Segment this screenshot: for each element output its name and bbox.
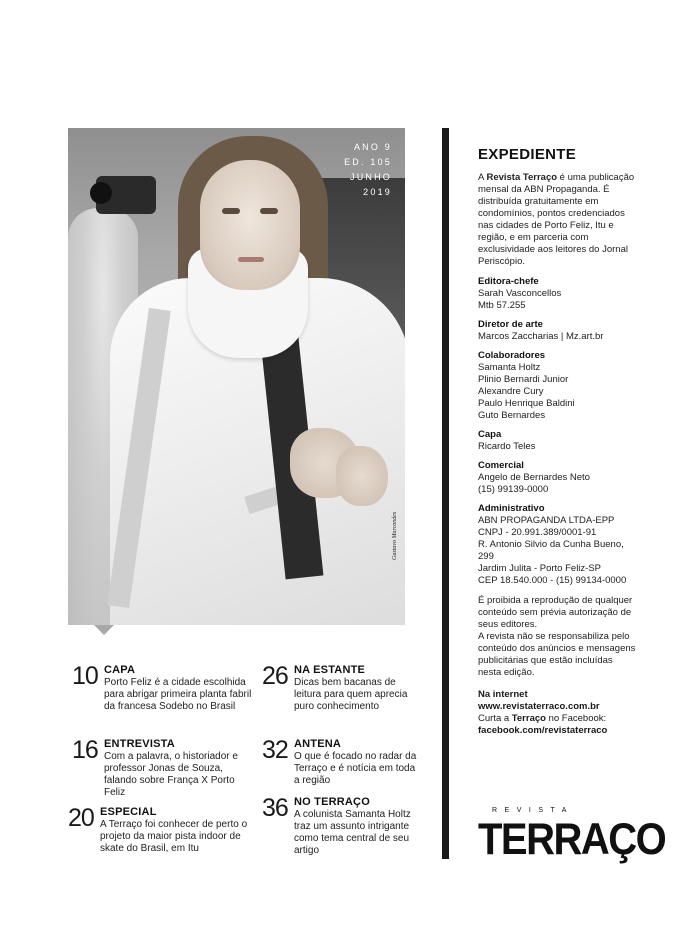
staff-name: Angelo de Bernardes Neto (478, 472, 590, 483)
issue-edition: ED. 105 (344, 157, 392, 167)
company-name: ABN PROPAGANDA LTDA-EPP (478, 515, 615, 526)
toc-page-number: 20 (68, 804, 94, 832)
facebook-suffix: no Facebook: (545, 713, 607, 724)
intro-brand: Revista Terraço (486, 172, 558, 183)
staff-name: Alexandre Cury (478, 386, 544, 397)
toc-page-number: 32 (262, 736, 288, 764)
staff-phone: (15) 99139-0000 (478, 484, 549, 495)
photo-credit: Gustavo Marcondes (392, 511, 398, 560)
staff-role: Comercial (478, 460, 524, 471)
toc-page-number: 16 (72, 736, 98, 764)
staff-administrativo (478, 503, 638, 587)
toc-section-desc: Dicas bem bacanas de leitura para quem aprecia puro conhecimento (294, 677, 408, 712)
issue-info (336, 140, 392, 200)
staff-name: Marcos Zaccharias | Mz.art.br (478, 331, 604, 342)
revista-terraco-logo (478, 806, 666, 865)
staff-role: Administrativo (478, 503, 545, 514)
toc-section-desc: A Terraço foi conhecer de perto o projeto da maior pista indoor de skate do Brasil, em Itu (100, 819, 248, 854)
staff-registration: Mtb 57.255 (478, 300, 526, 311)
photo-camera (96, 176, 156, 214)
facebook-callout (478, 713, 638, 725)
staff-name: Paulo Henrique Baldini (478, 398, 575, 409)
issue-month: JUNHO (350, 172, 392, 182)
staff-comercial (478, 460, 638, 496)
staff-diretor-de-arte (478, 319, 638, 343)
expediente-intro (478, 172, 638, 268)
toc-item-na-estante[interactable] (262, 664, 430, 713)
internet-label: Na internet (478, 689, 528, 700)
toc-section-title: ENTREVISTA (104, 738, 175, 750)
cover-photo (68, 128, 405, 625)
issue-year: ANO 9 (353, 142, 392, 152)
logo-terraco-text: TERRAÇO (478, 815, 666, 865)
toc-page-number: 10 (72, 662, 98, 690)
toc-section-desc: A colunista Samanta Holtz traz um assunto intrigante como tema central de seu artigo (294, 809, 411, 856)
facebook-brand: Terraço (511, 713, 546, 724)
staff-role: Colaboradores (478, 350, 546, 361)
staff-name: Plinio Bernardi Junior (478, 374, 569, 385)
staff-role: Editora-chefe (478, 276, 539, 287)
disclaimer-notice: A revista não se responsabiliza pelo conteúdo dos anúncios e mensagens publicitárias que estão incluídas nesta edição. (478, 631, 636, 678)
toc-section-title: CAPA (104, 664, 136, 676)
toc-section-desc: O que é focado no radar da Terraço e é notícia em toda a região (294, 751, 417, 786)
toc-page-number: 36 (262, 794, 288, 822)
staff-name: Sarah Vasconcellos (478, 288, 562, 299)
toc-section-desc: Com a palavra, o historiador e professor Jonas de Souza, falando sobre França X Porto Feliz (104, 751, 238, 798)
toc-section-title: NA ESTANTE (294, 664, 366, 676)
intro-text: é uma publicação mensal da ABN Propaganda. É distribuída gratuitamente em condomínios, pontos credenciados nas cidades de Porto Feliz, Itu e região, e em parceria com exclusividade aos leitores do Jornal Periscópio. (478, 172, 635, 267)
toc-item-antena[interactable] (262, 738, 430, 787)
staff-name: Ricardo Teles (478, 441, 536, 452)
vertical-divider (442, 128, 449, 859)
toc-item-entrevista[interactable] (72, 738, 262, 799)
staff-capa (478, 429, 638, 453)
photo-pointer (94, 625, 114, 635)
toc-section-desc: Porto Feliz é a cidade escolhida para abrigar primeira planta fabril da francesa Sodebo no Brasil (104, 677, 252, 712)
expediente-column (478, 146, 638, 737)
staff-name: Samanta Holtz (478, 362, 541, 373)
logo-revista-text: REVISTA (492, 807, 574, 814)
company-cep-phone: CEP 18.540.000 - (15) 99134-0000 (478, 575, 627, 586)
intro-prefix: A (478, 172, 487, 183)
photo-eye (222, 208, 240, 214)
staff-colaboradores (478, 350, 638, 422)
toc-section-title: ANTENA (294, 738, 342, 750)
staff-name: Guto Bernardes (478, 410, 546, 421)
toc-page-number: 26 (262, 662, 288, 690)
issue-date-year: 2019 (363, 187, 392, 197)
toc-item-especial[interactable] (68, 806, 262, 855)
company-address: R. Antonio Silvio da Cunha Bueno, 299 (478, 539, 624, 562)
staff-role: Diretor de arte (478, 319, 543, 330)
photo-eye (260, 208, 278, 214)
staff-editora-chefe (478, 276, 638, 312)
website-link[interactable]: www.revistaterraco.com.br (478, 701, 600, 712)
toc-item-no-terraco[interactable] (262, 796, 430, 857)
photo-hand (336, 446, 388, 506)
facebook-prefix: Curta a (478, 713, 512, 724)
toc-section-title: NO TERRAÇO (294, 796, 370, 808)
toc-item-capa[interactable] (72, 664, 262, 713)
staff-role: Capa (478, 429, 502, 440)
copyright-notice: É proibida a reprodução de qualquer conteúdo sem prévia autorização de seus editores. (478, 595, 633, 630)
photo-mouth (238, 257, 264, 262)
company-district: Jardim Julita - Porto Feliz-SP (478, 563, 602, 574)
company-cnpj: CNPJ - 20.991.389/0001-91 (478, 527, 597, 538)
facebook-link[interactable]: facebook.com/revistaterraco (478, 725, 608, 736)
expediente-title: EXPEDIENTE (478, 146, 577, 163)
toc-section-title: ESPECIAL (100, 806, 157, 818)
internet-block (478, 689, 638, 737)
photo-face (200, 160, 300, 290)
